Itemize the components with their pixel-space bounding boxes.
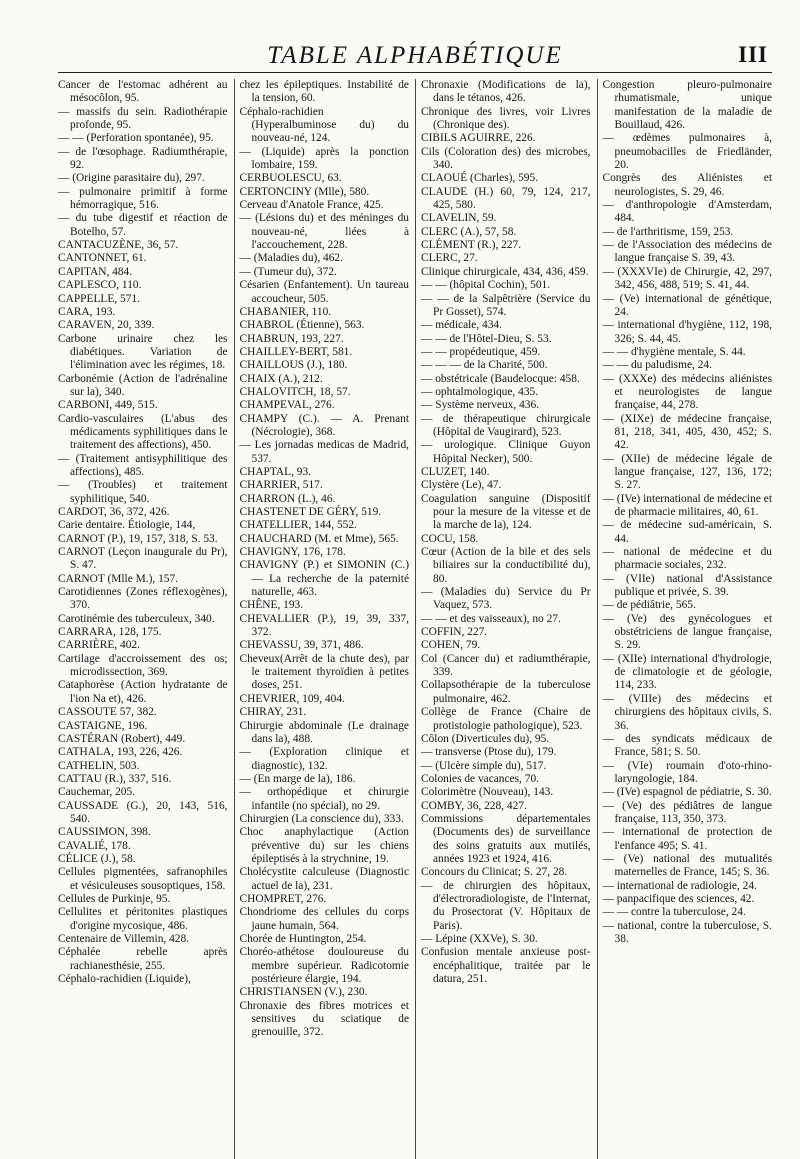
index-entry: Clinique chirurgicale, 434, 436, 459. xyxy=(421,265,589,278)
index-entry: CATHELIN, 503. xyxy=(58,759,140,772)
index-entry: CAPLESCO, 110. xyxy=(58,279,142,292)
index-entry: Collapsothérapie de la tuberculose pulmonaire, 462. xyxy=(421,679,591,705)
index-entry: CLAVELIN, 59. xyxy=(421,212,497,225)
index-entry: Chronaxie des fibres motrices et sensitives du sciatique de grenouille, 372. xyxy=(239,999,409,1039)
index-entry: — — du paludisme, 24. xyxy=(602,359,712,372)
index-entry: chez les épileptiques. Instabilité de la tension, 60. xyxy=(239,79,409,105)
index-entry: CARNOT (Mlle M.), 157. xyxy=(58,572,179,585)
index-entry: — du tube digestif et réaction de Botelho, 57. xyxy=(58,212,228,238)
index-entry: — de l'œsophage. Radiumthérapie, 92. xyxy=(58,145,228,172)
index-entry: CERTONCINY (Mlle), 580. xyxy=(239,185,370,198)
index-entry: — (XIIe) de médecine légale de langue française, 127, 136, 172; S. 27. xyxy=(602,452,772,492)
index-entry: CHAMPY (C.). — A. Prenant (Nécrologie), 368. xyxy=(239,412,409,438)
index-entry: Colonies de vacances, 70. xyxy=(421,772,539,785)
index-entry: CATTAU (R.), 337, 516. xyxy=(58,772,172,785)
index-entry: — de pédiâtrie, 565. xyxy=(602,599,696,612)
index-entry: — transverse (Ptose du), 179. xyxy=(421,746,557,759)
index-entry: — (XIXe) de médecine française, 81, 218, 341, 405, 430, 452; S. 42. xyxy=(602,412,772,452)
index-entry: — (XXXVIe) de Chirurgie, 42, 297, 342, 456, 488, 519; S. 41, 44. xyxy=(602,265,772,292)
index-entry: CARRIÈRE, 402. xyxy=(58,639,140,652)
index-entry: — de l'arthritisme, 159, 253. xyxy=(602,225,734,238)
index-entry: — (Ve) international de génétique, 24. xyxy=(602,292,772,318)
index-entry: — — (Perforation spontanée), 95. xyxy=(58,132,214,145)
index-entry: — — contre la tuberculose, 24. xyxy=(602,906,746,919)
index-entry: CARNOT (Leçon inaugurale du Pr), S. 47. xyxy=(58,546,228,572)
index-entry: COMBY, 36, 228, 427. xyxy=(421,799,527,812)
index-entry: — obstétricale (Baudelocque: 458. xyxy=(421,372,580,385)
index-entry: — (Maladies du) Service du Pr Vaquez, 573. xyxy=(421,586,591,612)
index-entry: Choréo-athétose douloureuse du membre supérieur. Radicotomie postérieure élargie, 194. xyxy=(239,946,409,986)
index-entry: Cœur (Action de la bile et des sels biliaires sur la conductibilité du), 80. xyxy=(421,546,591,585)
index-entry: — (IVe) international de médecine et de pharmacie militaires, 40, 61. xyxy=(602,492,772,518)
index-entry: Carotinémie des tuberculeux, 340. xyxy=(58,612,215,625)
index-entry: CLERC (A.), 57, 58. xyxy=(421,225,517,238)
index-entry: CHAUCHARD (M. et Mme), 565. xyxy=(239,532,399,545)
index-entry: Col (Cancer du) et radiumthérapie, 339. xyxy=(421,652,591,679)
index-entry: — (Tumeur du), 372. xyxy=(239,265,337,278)
index-entry: — — de l'Hôtel-Dieu, S. 53. xyxy=(421,332,552,345)
index-entry: CLUZET, 140. xyxy=(421,465,490,478)
index-entry: — médicale, 434. xyxy=(421,319,502,332)
index-entry: Cancer de l'estomac adhérent au mésocôlon, 95. xyxy=(58,79,228,105)
index-entry: CHAILLOUS (J.), 180. xyxy=(239,359,348,372)
page-header xyxy=(58,38,772,73)
index-entry: CARDOT, 36, 372, 426. xyxy=(58,506,170,518)
index-entry: Confusion mentale anxieuse post-encéphalitique, traitée par le datura, 251. xyxy=(421,946,591,986)
index-entry: Cellules pigmentées, safranophiles et vésiculeuses sousoptiques, 158. xyxy=(58,866,228,892)
index-entry: — (Troubles) et traitement syphilitique, 540. xyxy=(58,479,228,505)
index-entry: CHARRON (L.), 46. xyxy=(239,492,336,505)
index-entry: CÉLICE (J.), 58. xyxy=(58,852,136,865)
index-entry: CHARRIER, 517. xyxy=(239,479,323,492)
index-entry: Cataphorèse (Action hydratante de l'ion Na et), 426. xyxy=(58,679,228,705)
index-entry: Cellules de Purkinje, 95. xyxy=(58,892,171,905)
index-entry: CAVALIÉ, 178. xyxy=(58,839,131,852)
index-entry: — œdèmes pulmonaires à, pneumobacilles de Friedländer, 20. xyxy=(602,132,772,172)
index-entry: CHEVRIER, 109, 404. xyxy=(239,692,345,705)
index-entry: Céphalo-rachidien (Liquide), xyxy=(58,973,191,986)
index-entry: CASTÉRAN (Robert), 449. xyxy=(58,732,186,745)
index-entry: Céphalée rebelle après rachianesthésie, 255. xyxy=(58,946,228,972)
index-entry: — — (hôpital Cochin), 501. xyxy=(421,279,551,292)
index-entry: — national de médecine et du pharmacie sociales, 232. xyxy=(602,546,772,572)
index-entry: — de médecine sud-américain, S. 44. xyxy=(602,519,772,545)
index-entry: CARRARA, 128, 175. xyxy=(58,626,162,639)
index-entry: — Système nerveux, 436. xyxy=(421,399,539,412)
index-entry: — — et des vaisseaux), no 27. xyxy=(421,612,561,625)
index-entry: Chronaxie (Modifications de la), dans le tétanos, 426. xyxy=(421,79,591,105)
index-entry: CAPPELLE, 571. xyxy=(58,292,140,305)
index-entry: CHRISTIANSEN (V.), 230. xyxy=(239,986,368,999)
index-entry: — (Liquide) après la ponction lombaire, 159. xyxy=(239,145,409,172)
index-column-3 xyxy=(415,79,591,1159)
index-entry: — — de la Salpêtrière (Service du Pr Gosset), 574. xyxy=(421,292,591,318)
index-entry: — (Origine parasitaire du), 297. xyxy=(58,172,205,185)
index-entry: — (XIIe) international d'hydrologie, de climatologie et de géologie, 114, 233. xyxy=(602,652,772,692)
index-entry: — international de protection de l'enfance 495; S. 41. xyxy=(602,826,772,852)
index-entry: CASSOUTE 57, 382. xyxy=(58,706,157,719)
index-entry: — national, contre la tuberculose, S. 38. xyxy=(602,919,772,945)
index-entry: CHIRAY, 231. xyxy=(239,706,307,719)
index-entry: — orthopédique et chirurgie infantile (no spécial), no 29. xyxy=(239,786,409,812)
page-number: III xyxy=(738,42,768,67)
index-entry: Carie dentaire. Étiologie, 144, xyxy=(58,519,196,532)
index-entry: — — — de la Charité, 500. xyxy=(421,359,548,372)
index-entry: — des syndicats médicaux de France, 581; S. 50. xyxy=(602,732,772,759)
index-entry: Côlon (Diverticules du), 95. xyxy=(421,732,550,745)
index-entry: Chorée de Huntington, 254. xyxy=(239,933,367,945)
index-entry: Cardio-vasculaires (L'abus des médicaments syphilitiques dans le traitement des affections), 450. xyxy=(58,412,228,452)
index-entry: CLERC, 27. xyxy=(421,252,478,265)
index-entry: — (En marge de la), 186. xyxy=(239,772,356,785)
index-entry: — (VIIe) national d'Assistance publique et privée, S. 39. xyxy=(602,572,772,599)
index-entry: Chronique des livres, voir Livres (Chronique des). xyxy=(421,105,591,132)
index-entry: CANTACUZÈNE, 36, 57. xyxy=(58,239,179,252)
index-entry: — — d'hygiène mentale, S. 44. xyxy=(602,345,746,358)
index-entry: — (Exploration clinique et diagnostic), 132. xyxy=(239,746,409,772)
index-entry: Césarien (Enfantement). Un taureau accoucheur, 505. xyxy=(239,279,409,305)
index-entry: COHEN, 79. xyxy=(421,639,481,652)
index-entry: — Lépine (XXVe), S. 30. xyxy=(421,933,538,945)
index-entry: — pulmonaire primitif à forme hémorragique, 516. xyxy=(58,185,228,212)
index-entry: Céphalo-rachidien (Hyperalbuminose du) du nouveau-né, 124. xyxy=(239,105,409,145)
index-entry: CHAVIGNY, 176, 178. xyxy=(239,546,346,559)
index-entry: CAUSSADE (G.), 20, 143, 516, 540. xyxy=(58,799,228,825)
index-entry: CANTONNET, 61. xyxy=(58,252,147,265)
index-entry: — de thérapeutique chirurgicale (Hôpital de Vaugirard), 523. xyxy=(421,412,591,438)
index-entry: — urologique. Clinique Guyon Hôpital Necker), 500. xyxy=(421,439,591,465)
index-entry: CHATELLIER, 144, 552. xyxy=(239,519,357,532)
index-entry: — (Ulcère simple du), 517. xyxy=(421,759,547,772)
index-entry: — (VIIIe) des médecins et chirurgiens des hôpitaux civils, S. 36. xyxy=(602,692,772,732)
index-entry: — (IVe) espagnol de pédiatrie, S. 30. xyxy=(602,786,772,799)
index-entry: Carbone urinaire chez les diabétiques. Variation de l'élimination avec les régimes, 18. xyxy=(58,332,228,372)
index-columns xyxy=(58,79,772,1159)
index-entry: Collège de France (Chaire de protistologie pathologique), 523. xyxy=(421,706,591,732)
index-entry: CERBUOLESCU, 63. xyxy=(239,172,342,185)
index-entry: — massifs du sein. Radiothérapie profonde, 95. xyxy=(58,105,228,132)
index-entry: Cerveau d'Anatole France, 425. xyxy=(239,199,384,212)
index-entry: Chondriome des cellules du corps jaune humain, 564. xyxy=(239,906,409,932)
index-entry: CIBILS AGUIRRE, 226. xyxy=(421,132,536,145)
index-entry: CHABRUN, 193, 227. xyxy=(239,332,344,345)
index-entry: CLAUDE (H.) 60, 79, 124, 217, 425, 580. xyxy=(421,185,591,212)
index-entry: Colorimètre (Nouveau), 143. xyxy=(421,786,554,799)
index-entry: — (Lésions du) et des méninges du nouveau-né, liées à l'accouchement, 228. xyxy=(239,212,409,252)
index-entry: Choc anaphylactique (Action préventive du) sur les chiens épileptisés à la strychnine, 19. xyxy=(239,826,409,865)
index-entry: — d'anthropologie d'Amsterdam, 484. xyxy=(602,199,772,225)
index-entry: — de l'Association des médecins de langue française S. 39, 43. xyxy=(602,239,772,265)
index-entry: CAPITAN, 484. xyxy=(58,265,133,278)
index-entry: COCU, 158. xyxy=(421,532,479,545)
index-entry: — (Maladies du), 462. xyxy=(239,252,343,265)
index-entry: CHAIX (A.), 212. xyxy=(239,372,323,385)
index-entry: CAUSSIMON, 398. xyxy=(58,826,151,839)
index-entry: Cheveux(Arrêt de la chute des), par le traitement thyroïdien à petites doses, 251. xyxy=(239,652,409,692)
index-entry: — Les jornadas medicas de Madrid, 537. xyxy=(239,439,409,465)
index-entry: Commissions départementales (Documents des) de surveillance des soins gratuits aux mutilés, années 1923 et 1924, 416. xyxy=(421,812,591,865)
index-entry: — international de radiologie, 24. xyxy=(602,879,757,892)
index-entry: — panpacifique des sciences, 42. xyxy=(602,892,755,905)
index-entry: Congrès des Aliénistes et neurologistes, S. 29, 46. xyxy=(602,172,772,198)
index-entry: — (XXXe) des médecins aliénistes et neurologistes de langue française, 44, 278. xyxy=(602,372,772,412)
index-entry: CASTAIGNE, 196. xyxy=(58,719,148,732)
index-entry: Chirurgien (La conscience du), 333. xyxy=(239,812,404,825)
index-entry: CARBONI, 449, 515. xyxy=(58,399,158,412)
index-entry: Clystère (Le), 47. xyxy=(421,479,502,492)
index-entry: — (Ve) des pédiâtres de langue française, 113, 350, 373. xyxy=(602,799,772,825)
index-entry: — — propédeutique, 459. xyxy=(421,345,541,358)
index-entry: — (Ve) national des mutualités maternelles de France, 145; S. 36. xyxy=(602,852,772,879)
index-entry: Cils (Coloration des) des microbes, 340. xyxy=(421,145,591,172)
index-entry: CHEVASSU, 39, 371, 486. xyxy=(239,639,364,652)
index-entry: — (VIe) roumain d'oto-rhino-laryngologie, 184. xyxy=(602,759,772,785)
index-entry: CHAILLEY-BERT, 581. xyxy=(239,345,353,358)
index-entry: Chirurgie abdominale (Le drainage dans la), 488. xyxy=(239,719,409,745)
page-title: TABLE ALPHABÉTIQUE xyxy=(267,42,563,69)
index-entry: CLÉMENT (R.), 227. xyxy=(421,239,522,252)
index-entry: Carbonémie (Action de l'adrénaline sur la), 340. xyxy=(58,372,228,398)
index-entry: CATHALA, 193, 226, 426. xyxy=(58,746,183,759)
index-entry: Centenaire de Villemin, 428. xyxy=(58,933,190,945)
index-entry: CHAPTAL, 93. xyxy=(239,465,312,478)
index-column-4 xyxy=(597,79,773,1159)
index-entry: CHABANIER, 110. xyxy=(239,305,332,318)
index-entry: CHAMPEVAL, 276. xyxy=(239,399,335,412)
index-entry: CHEVALLIER (P.), 19, 39, 337, 372. xyxy=(239,612,409,639)
index-entry: COFFIN, 227. xyxy=(421,626,488,639)
index-entry: CHABROL (Étienne), 563. xyxy=(239,319,365,332)
index-entry: — ophtalmologique, 435. xyxy=(421,385,539,398)
index-entry: CHALOVITCH, 18, 57. xyxy=(239,385,351,398)
index-entry: Concours du Clinicat; S. 27, 28. xyxy=(421,866,568,879)
index-column-2 xyxy=(234,79,410,1159)
index-entry: Cholécystite calculeuse (Diagnostic actuel de la), 231. xyxy=(239,866,409,892)
index-entry: CARNOT (P.), 19, 157, 318, S. 53. xyxy=(58,532,218,545)
index-entry: CHÊNE, 193. xyxy=(239,599,304,612)
index-entry: CHAVIGNY (P.) et SIMONIN (C.) — La recherche de la paternité naturelle, 463. xyxy=(239,559,409,599)
index-entry: CARAVEN, 20, 339. xyxy=(58,319,155,332)
index-entry: Congestion pleuro-pulmonaire rhumatismale, unique manifestation de la maladie de Bouillaud, 426. xyxy=(602,79,772,132)
index-entry: CLAOUÉ (Charles), 595. xyxy=(421,172,539,185)
index-entry: Carotidiennes (Zones réflexogènes), 370. xyxy=(58,586,228,612)
index-entry: CHOMPRET, 276. xyxy=(239,892,327,905)
index-column-1 xyxy=(58,79,228,1159)
index-entry: — (Ve) des gynécologues et obstétriciens de langue française, S. 29. xyxy=(602,612,772,652)
index-entry: CHASTENET DE GÉRY, 519. xyxy=(239,506,382,518)
index-entry: — (Traitement antisyphilitique des affections), 485. xyxy=(58,452,228,478)
index-entry: CARA, 193. xyxy=(58,305,116,318)
index-entry: Coagulation sanguine (Dispositif pour la mesure de la vitesse et de la marche de la), 124. xyxy=(421,492,591,532)
index-entry: Cauchemar, 205. xyxy=(58,786,136,799)
index-entry: Cellulites et péritonites plastiques d'origine mycosique, 486. xyxy=(58,906,228,932)
index-entry: Cartilage d'accroissement des os; microdissection, 369. xyxy=(58,652,228,679)
index-entry: — de chirurgien des hôpitaux, d'électroradiologiste, de l'Internat, du Prosectorat (V. Hôpitaux de Paris). xyxy=(421,879,591,932)
index-entry: — international d'hygiène, 112, 198, 326; S. 44, 45. xyxy=(602,319,772,345)
